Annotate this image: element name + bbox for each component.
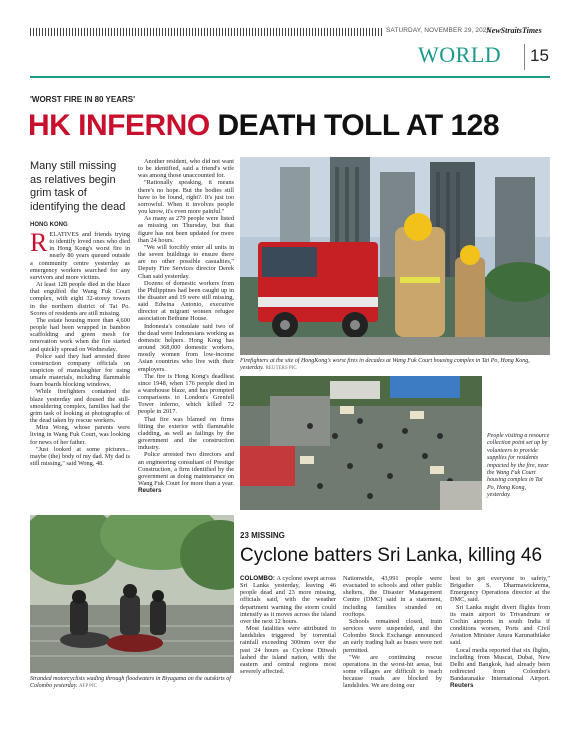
date-line: SATURDAY, NOVEMBER 29, 2025: [386, 27, 491, 34]
second-col2-para: "We are continuing rescue operations in the worst-hit areas, but some villages are difficult to reach because roads are blocked by landslides. We are doing our: [343, 653, 442, 690]
drop-cap: R: [30, 228, 48, 257]
main-column-1: [30, 228, 130, 467]
second-column-2: [343, 575, 442, 690]
col1-para: At least 128 people died in the blaze that engulfed the Wang Fuk Court complex, with eight 32-storey towers in the northern district of Tai Po. Scores of residents are still missing.: [30, 281, 130, 317]
flood-photo-art: [30, 515, 234, 673]
col1-para: "Just looked at some pictures... maybe (the) body of my dad. My dad is still missing," said Wong, 48.: [30, 445, 130, 467]
section-label: WORLD: [418, 42, 502, 67]
second-col3-para: [450, 647, 550, 690]
headline-red: HK INFERNO: [28, 109, 210, 142]
dateline: HONG KONG: [30, 222, 68, 228]
collection-point-photo-art: [240, 376, 482, 510]
second-column-3: [450, 575, 550, 690]
col2-signoff: Reuters: [138, 487, 162, 495]
second-col1-para: Most fatalities were attributed to landslides triggered by torrential rainfall exceeding 300mm over the past 24 hours as Cyclone Ditwah lashed the island nation, with the eastern and central regions most severely affected.: [240, 625, 336, 676]
col2-para: As many as 279 people were listed as missing on Thursday, but that figure has not been updated for more than 24 hours.: [138, 215, 234, 244]
section-divider: [524, 44, 525, 70]
second-col3-lead: best to get everyone to safety," Brigadier S. Dharmawickrema, Emergency Operations director at the DMC, said.: [450, 575, 550, 604]
photo1-caption-text: Firefighters at the site of HongKong's worst fires in decades at Wang Fuk Court housing complex in Tai Po, Hong Kong, yesterday.: [240, 358, 530, 371]
col2-para: Indonesia's consulate said two of the dead were Indonesians working as domestic helpers. Hong Kong has around 368,000 domestic workers, mostly women from low-income Asian countries who live with their employers.: [138, 322, 234, 373]
photo2-caption: People visiting a resource collection point set up by volunteers to provide supplies for residents impacted by the fire, near the Wang Fuk Court housing complex in Tai Po, Hong Kong, yesterday.: [487, 433, 550, 499]
second-col3-last-para: Local media reported that six flights, including from Muscat, Dubai, New Delhi and Bangkok, had already been redirected from Colombo's Bandaranaike International Airport.: [450, 646, 550, 683]
second-dateline: COLOMBO:: [240, 575, 275, 582]
col2-para: That fire was blamed on firms fitting the exterior with flammable cladding, as well as failings by the government and the construction industry.: [138, 415, 234, 452]
main-column-2: [138, 158, 234, 494]
second-col1-lead: A cyclone swept across Sri Lanka yesterday, leaving 46 people dead and 23 more missing, officials said, with the weather department warning the storm could intensify as it moves across the island over the next 12 hours.: [240, 575, 336, 625]
headline-black: DEATH TOLL AT 128: [217, 109, 500, 142]
col2-para: Dozens of domestic workers from the Philippines had been caught up in the disaster and 19 were still missing, said Edwina Antonio, executive director at migrant women refugee association Bethune House.: [138, 279, 234, 323]
second-kicker: 23 MISSING: [240, 531, 285, 540]
photo1-credit: REUTERS PIC: [265, 366, 297, 371]
page-number: 15: [530, 46, 549, 65]
col2-para: "Rationally speaking, it means there's no hope. But the bodies still have to be found, right?. It's just too sorrowful. When it involves people you know, it's even more painful.": [138, 179, 234, 216]
photo1-caption: [240, 358, 550, 372]
header-rule: [30, 76, 550, 78]
flood-credit: AFP PIC: [78, 684, 97, 689]
second-headline: Cyclone batters Sri Lanka, killing 46: [240, 545, 543, 566]
masthead-logo: NewStraitsTimes: [486, 26, 542, 35]
kicker: 'WORST FIRE IN 80 YEARS': [30, 95, 136, 104]
col2-para: Another resident, who did not want to be identified, said a friend's wife was among those unaccounted for.: [138, 158, 234, 180]
headline: [28, 108, 499, 144]
second-col3-para: Sri Lanka might divert flights from its main airport to Trivandrum or Cochin airports in south India if conditions worsen, Ports and Civil Aviation Minister Anura Karunathilake said.: [450, 603, 550, 647]
header-pattern-strip: [30, 28, 382, 36]
col1-para: The estate housing more than 4,600 people had been wrapped in bamboo scaffolding and green mesh for renovation work when the fire started and quickly spread on Wednesday.: [30, 316, 130, 353]
second-col2-para: Schools remained closed, train services were suspended, and the Colombo Stock Exchange announced an early trading halt as buses were not permitted.: [343, 617, 442, 654]
second-column-1: [240, 575, 336, 675]
col2-para: "We will forcibly enter all units in the seven buildings to ensure there are no other possible casualties," Deputy Fire Services director Derek Chan said yesterday.: [138, 243, 234, 280]
second-signoff: Reuters: [450, 682, 474, 690]
flood-caption-text: Stranded motorcyclists wading through floodwaters in Biyagama on the outskirts of Colombo yesterday.: [30, 676, 231, 689]
col1-para: While firefighters contained the blaze yesterday and doused the still-smouldering complex, families had the grim task of looking at photographs of the dead taken by rescue workers.: [30, 388, 130, 425]
col1-para: Mira Wong, whose parents were living in Wang Fuk Court, was looking for news of her father.: [30, 424, 130, 446]
firefighters-photo: [240, 157, 550, 355]
col2-para: The fire is Hong Kong's deadliest since 1948, when 176 people died in a warehouse blaze, and has prompted comparisons to London's Grenfell Tower inferno, which killed 72 people in 2017.: [138, 372, 234, 416]
col2-last-para: Police arrested two directors and an engineering consultant of Prestige Construction, a firm identified by the government as doing maintenance on Wang Fuk Court for more than a year.: [138, 451, 234, 488]
col1-lead: ELATIVES and friends trying to identify loved ones who died in Hong Kong's worst fire in nearly 80 years queued outside a community centre yesterday as emergency workers searched for any survivors and more victims.: [30, 231, 130, 281]
flood-caption: [30, 676, 234, 690]
second-col2-para: Nationwide, 43,991 people were evacuated to schools and other public shelters, the Disaster Management Centre (DMC) said in a statement, including families stranded on rooftops.: [343, 575, 442, 618]
flood-photo: [30, 515, 234, 673]
collection-point-photo: [240, 376, 482, 510]
standfirst: Many still missing as relatives begin grim task of identifying the dead: [30, 160, 126, 213]
col1-para: Police said they had arrested three construction company officials on suspicion of manslaughter for using unsafe materials, including flammable foam boards blocking windows.: [30, 352, 130, 389]
col2-para: [138, 451, 234, 494]
firefighters-photo-art: [240, 157, 550, 355]
